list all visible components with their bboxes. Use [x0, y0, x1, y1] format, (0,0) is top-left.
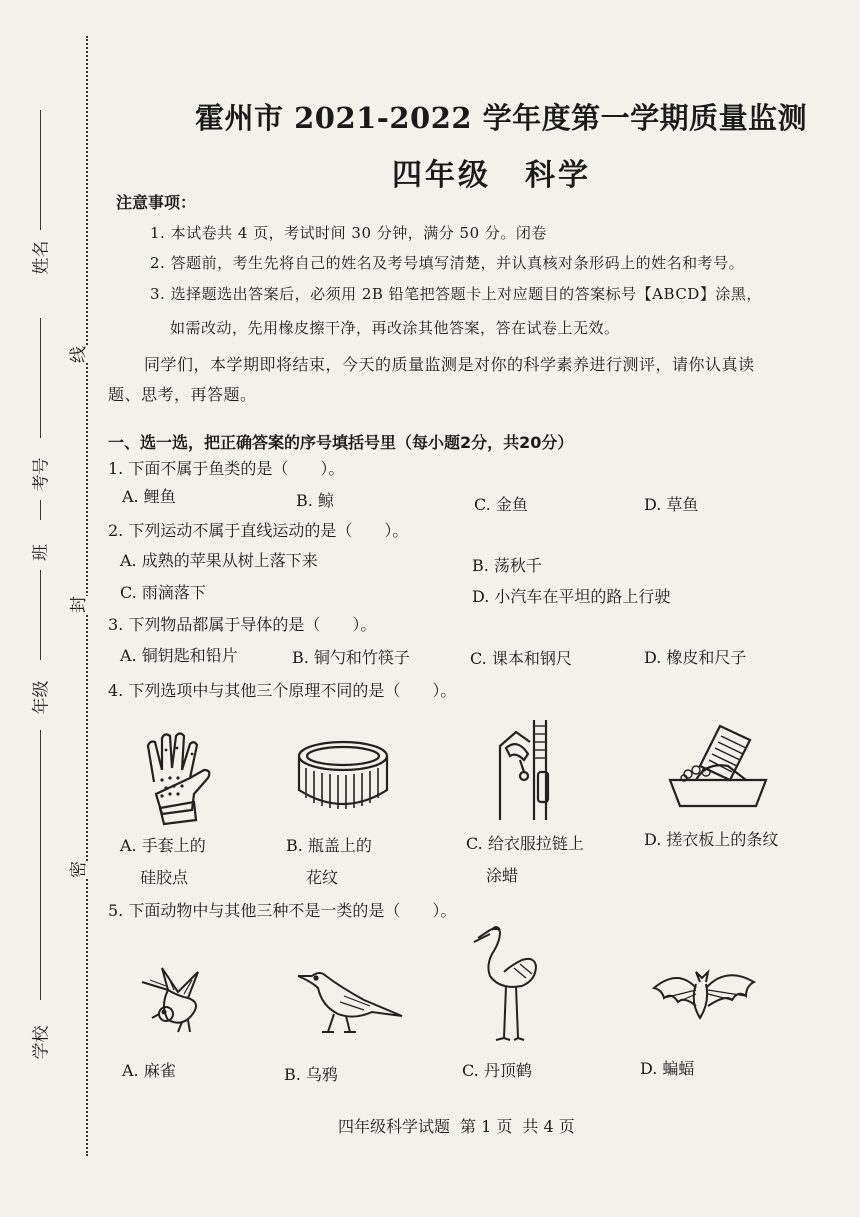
- exam-no-blank-line: [40, 318, 41, 438]
- q4-option-b: [286, 830, 372, 894]
- bat-icon: [650, 962, 758, 1026]
- exam-no-label: 考号: [31, 457, 52, 492]
- exam-title: 霍州市 2021-2022 学年度第一学期质量监测: [195, 101, 808, 135]
- q4-option-d: [644, 824, 778, 856]
- exam-subtitle: [392, 150, 591, 194]
- q4-option-c: [466, 828, 584, 892]
- q4-option-c-line1: C. 给衣服拉链上: [466, 834, 584, 853]
- question-1-stem: 1. 下面不属于鱼类的是（ ）。: [108, 459, 345, 478]
- grade-text: 四年级: [392, 158, 491, 193]
- footer-page-number: 第 1 页: [460, 1117, 513, 1136]
- q1-option-c: C. 金鱼: [474, 495, 528, 514]
- q5-option-d: D. 蝙蝠: [640, 1059, 695, 1078]
- q4-option-d-line1: D. 搓衣板上的条纹: [644, 830, 779, 849]
- seal-line-mark: 线: [62, 346, 91, 363]
- q4-option-c-line2: 涂蜡: [486, 866, 519, 885]
- q3-option-d: D. 橡皮和尺子: [644, 648, 747, 667]
- name-label: 姓名: [31, 240, 52, 275]
- washboard-icon: [666, 722, 770, 814]
- q4-option-a: [120, 830, 206, 894]
- glove-icon: [132, 730, 232, 826]
- q4-option-b-line2: 花纹: [306, 868, 339, 887]
- q5-option-a: A. 麻雀: [122, 1061, 176, 1080]
- seal-mi-mark: 密: [62, 861, 91, 878]
- notice-item-2: 2. 答题前，考生先将自己的姓名及考号填写清楚，并认真核对条形码上的姓名和考号。: [150, 254, 745, 272]
- grade-blank-line: [40, 730, 41, 1000]
- question-4-stem: 4. 下列选项中与其他三个原理不同的是（ ）。: [108, 681, 457, 700]
- subject-text: 科学: [525, 158, 591, 193]
- footer-total-pages: 共 4 页: [522, 1117, 575, 1136]
- q1-option-d: D. 草鱼: [644, 495, 699, 514]
- q3-option-b: B. 铜勺和竹筷子: [292, 648, 410, 667]
- sparrow-icon: [138, 962, 218, 1036]
- q5-option-c: C. 丹顶鹤: [462, 1061, 532, 1080]
- question-2-stem: 2. 下列运动不属于直线运动的是（ ）。: [108, 521, 409, 540]
- question-3-stem: 3. 下列物品都属于导体的是（ ）。: [108, 615, 377, 634]
- q1-option-a: A. 鲤鱼: [122, 487, 176, 506]
- class-blank-line-top: [40, 500, 41, 520]
- intro-line-2: 题、思考，再答题。: [108, 385, 257, 404]
- notice-item-3: 3. 选择题选出答案后，必须用 2B 铅笔把答题卡上对应题目的答案标号【ABCD】涂黑，: [150, 285, 762, 303]
- q5-option-b: B. 乌鸦: [284, 1065, 338, 1084]
- q4-option-a-line2: 硅胶点: [140, 868, 189, 887]
- zipper-icon: [494, 716, 572, 822]
- q2-option-b: B. 荡秋千: [472, 556, 542, 575]
- q1-option-b: B. 鲸: [296, 491, 334, 510]
- school-label: 学校: [31, 1025, 52, 1060]
- grade-label: 年级: [31, 680, 52, 715]
- bottle-cap-icon: [294, 738, 392, 816]
- notice-heading: 注意事项：: [116, 193, 197, 212]
- q3-option-c: C. 课本和钢尺: [470, 649, 572, 668]
- q2-option-d: D. 小汽车在平坦的路上行驶: [472, 587, 671, 606]
- notice-item-3-cont: 如需改动，先用橡皮擦干净，再改涂其他答案，答在试卷上无效。: [170, 319, 620, 337]
- crane-icon: [470, 920, 546, 1042]
- q2-option-c: C. 雨滴落下: [120, 583, 206, 602]
- class-label: 班: [31, 544, 51, 561]
- question-5-stem: 5. 下面动物中与其他三种不是一类的是（ ）。: [108, 901, 457, 920]
- q2-option-a: A. 成熟的苹果从树上落下来: [120, 551, 318, 570]
- intro-line-1: 同学们，本学期即将结束，今天的质量监测是对你的科学素养进行测评，请你认真读: [144, 355, 755, 374]
- section-1-heading: 一、选一选，把正确答案的序号填括号里（每小题2分，共20分）: [108, 433, 574, 452]
- q4-option-a-line1: A. 手套上的: [120, 836, 206, 855]
- crow-icon: [294, 966, 406, 1036]
- name-blank-line: [40, 110, 41, 230]
- footer-exam-name: 四年级科学试题: [338, 1117, 451, 1136]
- page-footer: [338, 1114, 575, 1137]
- q4-option-b-line1: B. 瓶盖上的: [286, 836, 372, 855]
- seal-feng-mark: 封: [62, 596, 91, 613]
- class-blank-line: [40, 570, 41, 660]
- q3-option-a: A. 铜钥匙和铅片: [120, 646, 238, 665]
- notice-item-1: 1. 本试卷共 4 页，考试时间 30 分钟，满分 50 分。闭卷: [150, 224, 547, 242]
